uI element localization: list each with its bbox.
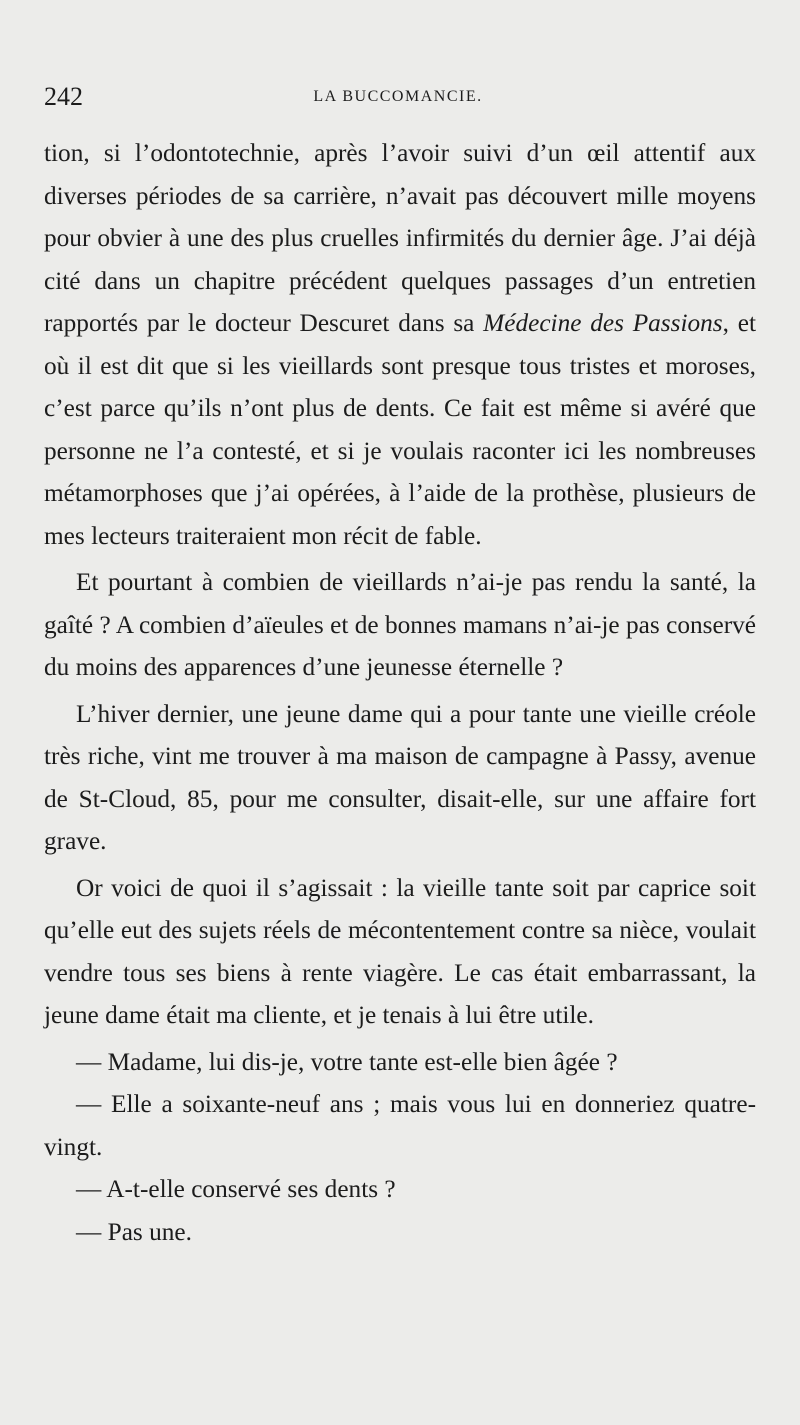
dialogue-line-1: — Madame, lui dis-je, votre tante est-elle bien âgée ? xyxy=(76,1047,618,1076)
paragraph-4: Or voici de quoi il s’agissait : la vieille tante soit par caprice soit qu’elle eut des sujets réels de mécontentement contre sa nièce, voulait vendre tous ses biens à rente viagère. Le cas était embarrassant, la jeune dame était ma cliente, et je tenais à lui être utile. xyxy=(44,873,756,1029)
page-header xyxy=(44,82,752,122)
dialogue-line-2: — Elle a soixante-neuf ans ; mais vous lui en donneriez quatre-vingt. xyxy=(44,1090,756,1161)
running-title: LA BUCCOMANCIE. xyxy=(313,88,483,105)
dialogue-line-4: — Pas une. xyxy=(76,1217,192,1246)
book-title-italic: Médecine des Passions xyxy=(483,309,723,337)
paragraph-1-text-start: tion, si l’odontotechnie, après l’avoir suivi d’un œil attentif aux diverses périodes de sa carrière, n’avait pas découvert mille moyens pour obvier à une des plus cruelles infirmités du dernier âge. J’ai déjà cité dans un chapitre précédent quelques passages d’un entretien rapportés par le docteur Descuret dans sa xyxy=(44,139,756,337)
paragraph-2: Et pourtant à combien de vieillards n’ai-je pas rendu la santé, la gaîté ? A combien d’aïeules et de bonnes mamans n’ai-je pas conservé du moins des apparences d’une jeunesse éternelle ? xyxy=(44,568,756,681)
page-body xyxy=(44,132,756,1253)
dialogue-line-3: — A-t-elle conservé ses dents ? xyxy=(76,1175,396,1203)
paragraph-3: L’hiver dernier, une jeune dame qui a pour tante une vieille créole très riche, vint me trouver à ma maison de campagne à Passy, avenue de St-Cloud, 85, pour me consulter, disait-elle, sur une affaire fort grave. xyxy=(44,699,756,855)
page-number: 242 xyxy=(44,82,83,111)
paragraph-1 xyxy=(44,132,756,557)
paragraph-1-text-end: , et où il est dit que si les vieillards sont presque tous tristes et moroses, c’est parce qu’ils n’ont plus de dents. Ce fait est même si avéré que personne ne l’a contesté, et si je voulais raconter ici les nombreuses métamorphoses que j’ai opérées, à l’aide de la prothèse, plusieurs de mes lecteurs traiteraient mon récit de fable. xyxy=(44,309,756,550)
